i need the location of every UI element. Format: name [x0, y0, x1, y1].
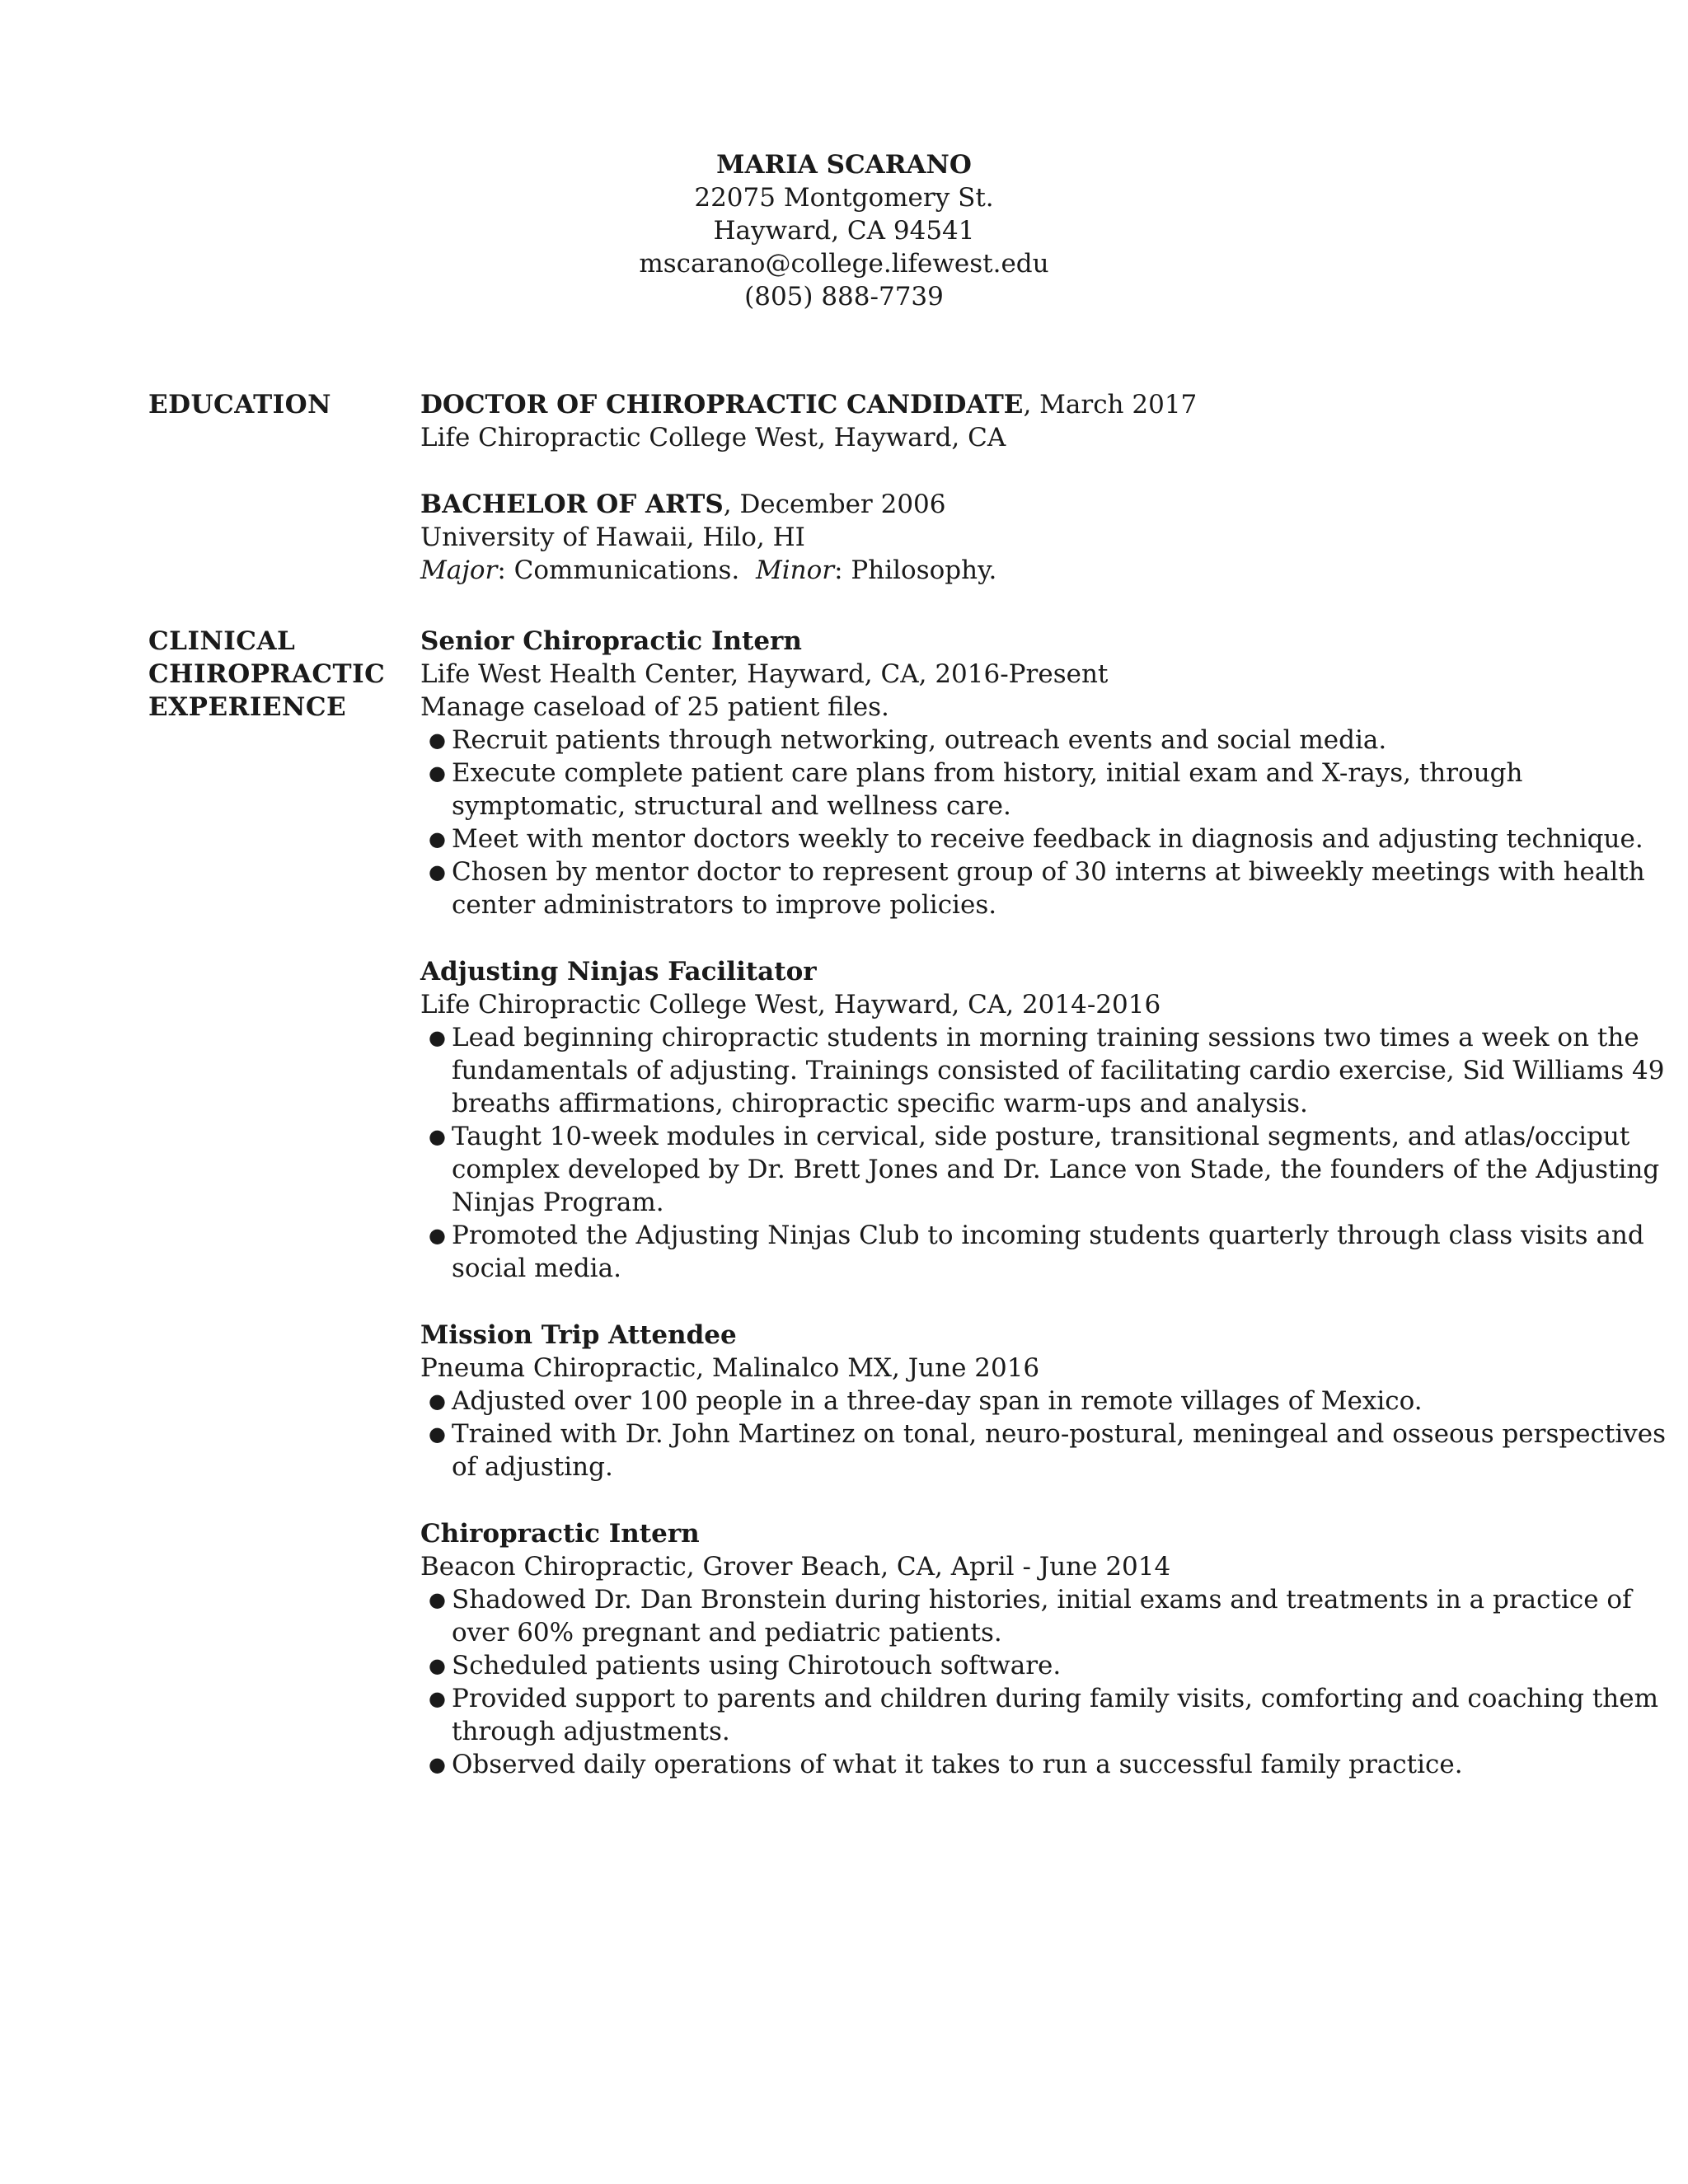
bullet-text: Shadowed Dr. Dan Bronstein during histories, initial exams and treatments in a practice of over 60% pregnant and pediatric patients.: [452, 1585, 1632, 1647]
experience-heading-line: EXPERIENCE: [148, 692, 347, 722]
bullet-dot-icon: ●: [429, 1753, 446, 1776]
bullet-dot-icon: ●: [429, 1125, 446, 1148]
job-entry: [420, 625, 1688, 921]
person-name: MARIA SCARANO: [716, 150, 972, 180]
bullet-text: Adjusted over 100 people in a three-day span in remote villages of Mexico.: [452, 1386, 1423, 1416]
bullet-text: Execute complete patient care plans from history, initial exam and X-rays, through symptomatic, structural and wellness care.: [452, 758, 1523, 821]
minor-label: Minor: [755, 555, 835, 585]
experience-heading: [148, 625, 396, 724]
job-bullet: [420, 1748, 1688, 1781]
education-heading: EDUCATION: [148, 390, 331, 419]
degree-title: BACHELOR OF ARTS: [420, 490, 724, 519]
degree-date: , December 2006: [723, 490, 946, 519]
job-bullet: [420, 1583, 1688, 1649]
major-minor-line: [420, 554, 1688, 587]
job-bullet: [420, 1021, 1688, 1120]
job-bullet: [420, 823, 1688, 855]
job-bullet: [420, 1418, 1688, 1483]
phone-number: (805) 888-7739: [744, 282, 944, 312]
job-bullet: [420, 1219, 1688, 1285]
bullet-dot-icon: ●: [429, 1687, 446, 1710]
bullet-dot-icon: ●: [429, 1654, 446, 1677]
minor-value: : Philosophy.: [834, 555, 997, 585]
school-name: Life Chiropractic College West, Hayward, CA: [420, 423, 1006, 452]
degree-title: DOCTOR OF CHIROPRACTIC CANDIDATE: [420, 390, 1024, 419]
bullet-text: Chosen by mentor doctor to represent group of 30 interns at biweekly meetings with health center administrators to improve policies.: [452, 857, 1645, 920]
bullet-dot-icon: ●: [429, 860, 446, 883]
bullet-text: Scheduled patients using Chirotouch software.: [452, 1651, 1062, 1680]
job-title: Chiropractic Intern: [420, 1519, 700, 1549]
bullet-text: Taught 10-week modules in cervical, side posture, transitional segments, and atlas/occiput complex developed by Dr. Brett Jones and Dr. Lance von Stade, the founders of the Adjusting Ninjas Program.: [452, 1122, 1660, 1217]
job-bullet: [420, 1682, 1688, 1748]
degree-date: , March 2017: [1023, 390, 1198, 419]
job-entry: [420, 1517, 1688, 1781]
job-bullet-list: [420, 1385, 1688, 1483]
job-bullet-list: [420, 1583, 1688, 1781]
bullet-dot-icon: ●: [429, 827, 446, 851]
job-summary: Manage caseload of 25 patient files.: [420, 692, 889, 722]
job-title: Senior Chiropractic Intern: [420, 626, 802, 656]
job-entry: [420, 955, 1688, 1285]
address-line-1: 22075 Montgomery St.: [694, 183, 994, 213]
bullet-text: Provided support to parents and children during family visits, comforting and coaching them through adjustments.: [452, 1684, 1659, 1746]
job-organization: Beacon Chiropractic, Grover Beach, CA, April - June 2014: [420, 1552, 1171, 1582]
bullet-text: Observed daily operations of what it takes to run a successful family practice.: [452, 1750, 1463, 1779]
job-organization: Pneuma Chiropractic, Malinalco MX, June 2016: [420, 1353, 1040, 1383]
job-bullet: [420, 757, 1688, 823]
job-bullet-list: [420, 1021, 1688, 1285]
major-value: : Communications.: [497, 555, 740, 585]
bullet-dot-icon: ●: [429, 1588, 446, 1611]
job-bullet: [420, 1120, 1688, 1219]
education-entry: [420, 488, 1688, 587]
job-bullet: [420, 1649, 1688, 1682]
education-entry: [420, 388, 1688, 454]
education-body: [420, 388, 1688, 621]
experience-body: [420, 625, 1688, 1815]
contact-header: [0, 148, 1688, 313]
bullet-text: Meet with mentor doctors weekly to receive feedback in diagnosis and adjusting technique.: [452, 824, 1643, 854]
job-organization: Life West Health Center, Hayward, CA, 2016-Present: [420, 659, 1109, 689]
bullet-dot-icon: ●: [429, 1390, 446, 1413]
job-bullet: [420, 855, 1688, 921]
bullet-dot-icon: ●: [429, 1224, 446, 1247]
bullet-text: Lead beginning chiropractic students in morning training sessions two times a week on the fundamentals of adjusting. Trainings consisted of facilitating cardio exercise, Sid Williams 49 breaths affirmations, chiropractic specific warm-ups and analysis.: [452, 1023, 1665, 1118]
bullet-dot-icon: ●: [429, 729, 446, 752]
bullet-text: Promoted the Adjusting Ninjas Club to incoming students quarterly through class visits and social media.: [452, 1221, 1644, 1283]
experience-heading-line: CHIROPRACTIC: [148, 659, 386, 689]
bullet-text: Trained with Dr. John Martinez on tonal, neuro-postural, meningeal and osseous perspectives of adjusting.: [452, 1419, 1667, 1482]
job-title: Mission Trip Attendee: [420, 1320, 737, 1350]
address-line-2: Hayward, CA 94541: [713, 216, 975, 246]
email-address: mscarano@college.lifewest.edu: [639, 249, 1049, 279]
bullet-dot-icon: ●: [429, 762, 446, 785]
bullet-dot-icon: ●: [429, 1026, 446, 1049]
job-bullet: [420, 1385, 1688, 1418]
experience-heading-line: CLINICAL: [148, 626, 296, 656]
school-name: University of Hawaii, Hilo, HI: [420, 523, 805, 552]
job-bullet-list: [420, 724, 1688, 921]
job-bullet: [420, 724, 1688, 757]
major-label: Major: [420, 555, 498, 585]
job-organization: Life Chiropractic College West, Hayward, CA, 2014-2016: [420, 990, 1161, 1019]
bullet-text: Recruit patients through networking, outreach events and social media.: [452, 725, 1387, 755]
bullet-dot-icon: ●: [429, 1422, 446, 1446]
job-title: Adjusting Ninjas Facilitator: [420, 957, 817, 987]
job-entry: [420, 1319, 1688, 1483]
